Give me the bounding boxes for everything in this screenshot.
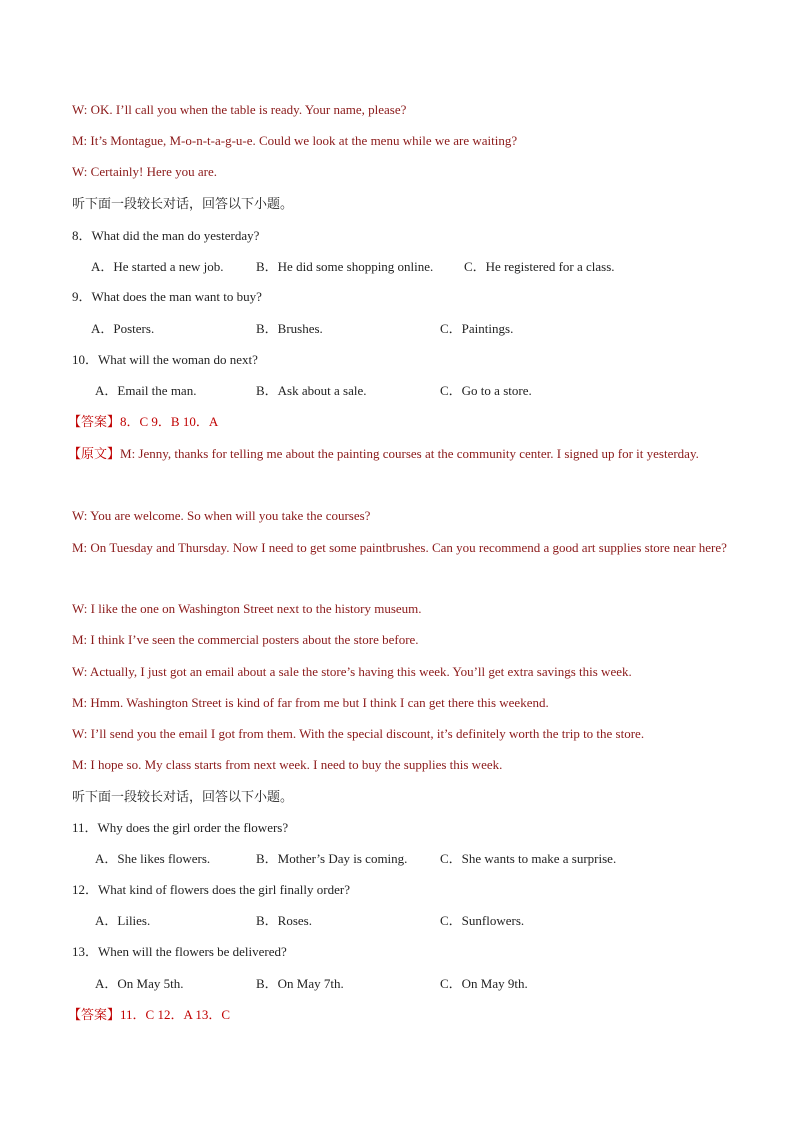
question-12-option-c: C．Sunflowers. bbox=[440, 913, 525, 928]
section-heading: 听下面一段较长对话，回答以下小题。 bbox=[72, 196, 294, 211]
transcript-line: M: I think I’ve seen the commercial posters about the store before. bbox=[72, 632, 419, 647]
transcript-line: M: I hope so. My class starts from next week. I need to buy the supplies this week. bbox=[72, 757, 503, 772]
dialogue-line: W: OK. I’ll call you when the table is ready. Your name, please? bbox=[72, 102, 407, 117]
transcript-line: W: Actually, I just got an email about a sale the store’s having this week. You’ll get extra savings this week. bbox=[72, 664, 632, 679]
transcript-first-paragraph bbox=[68, 438, 728, 469]
question-13-option-b: B．On May 7th. bbox=[256, 976, 344, 991]
question-9-option-b: B．Brushes. bbox=[256, 321, 323, 336]
answer-line-2 bbox=[68, 1007, 230, 1023]
transcript-line: M: Hmm. Washington Street is kind of far from me but I think I can get there this weekend. bbox=[72, 695, 549, 710]
question-10-option-a: A．Email the man. bbox=[95, 383, 197, 398]
dialogue-line: M: It’s Montague, M-o-n-t-a-g-u-e. Could we look at the menu while we are waiting? bbox=[72, 133, 518, 148]
question-10-option-c: C．Go to a store. bbox=[440, 383, 532, 398]
dialogue-line: W: Certainly! Here you are. bbox=[72, 164, 217, 179]
question-10-option-b: B．Ask about a sale. bbox=[256, 383, 367, 398]
answer-line-1 bbox=[68, 414, 218, 430]
answer-values: 8．C 9．B 10．A bbox=[120, 414, 219, 429]
question-11-option-b: B．Mother’s Day is coming. bbox=[256, 851, 408, 866]
answer-label: 【答案】 bbox=[68, 1007, 121, 1022]
question-11-option-a: A．She likes flowers. bbox=[95, 851, 211, 866]
question-13-option-a: A．On May 5th. bbox=[95, 976, 184, 991]
question-11-stem: 11．Why does the girl order the flowers? bbox=[72, 820, 289, 835]
transcript-line: W: I’ll send you the email I got from them. With the special discount, it’s definitely worth the trip to the store. bbox=[72, 726, 645, 741]
question-12-option-b: B．Roses. bbox=[256, 913, 312, 928]
question-12-stem: 12．What kind of flowers does the girl finally order? bbox=[72, 882, 350, 897]
section-heading: 听下面一段较长对话，回答以下小题。 bbox=[72, 789, 294, 804]
question-9-option-c: C．Paintings. bbox=[440, 321, 514, 336]
answer-values: 11．C 12．A 13．C bbox=[120, 1007, 231, 1022]
question-8-option-a: A．He started a new job. bbox=[91, 259, 224, 274]
question-13-option-c: C．On May 9th. bbox=[440, 976, 528, 991]
transcript-line: W: I like the one on Washington Street next to the history museum. bbox=[72, 601, 422, 616]
question-8-stem: 8．What did the man do yesterday? bbox=[72, 228, 260, 243]
transcript-line: M: On Tuesday and Thursday. Now I need to get some paintbrushes. Can you recommend a good art supplies store near here? bbox=[72, 540, 727, 555]
transcript-line: W: You are welcome. So when will you take the courses? bbox=[72, 508, 371, 523]
question-12-option-a: A．Lilies. bbox=[95, 913, 151, 928]
question-9-option-a: A．Posters. bbox=[91, 321, 155, 336]
question-9-stem: 9．What does the man want to buy? bbox=[72, 289, 262, 304]
transcript-label: 【原文】 bbox=[68, 446, 121, 461]
question-10-stem: 10．What will the woman do next? bbox=[72, 352, 258, 367]
question-8-option-c: C．He registered for a class. bbox=[464, 259, 615, 274]
question-8-option-b: B．He did some shopping online. bbox=[256, 259, 434, 274]
transcript-line: M: Jenny, thanks for telling me about the painting courses at the community center. I signed up for it yesterday. bbox=[120, 446, 699, 461]
answer-label: 【答案】 bbox=[68, 414, 121, 429]
question-13-stem: 13．When will the flowers be delivered? bbox=[72, 944, 287, 959]
question-11-option-c: C．She wants to make a surprise. bbox=[440, 851, 617, 866]
